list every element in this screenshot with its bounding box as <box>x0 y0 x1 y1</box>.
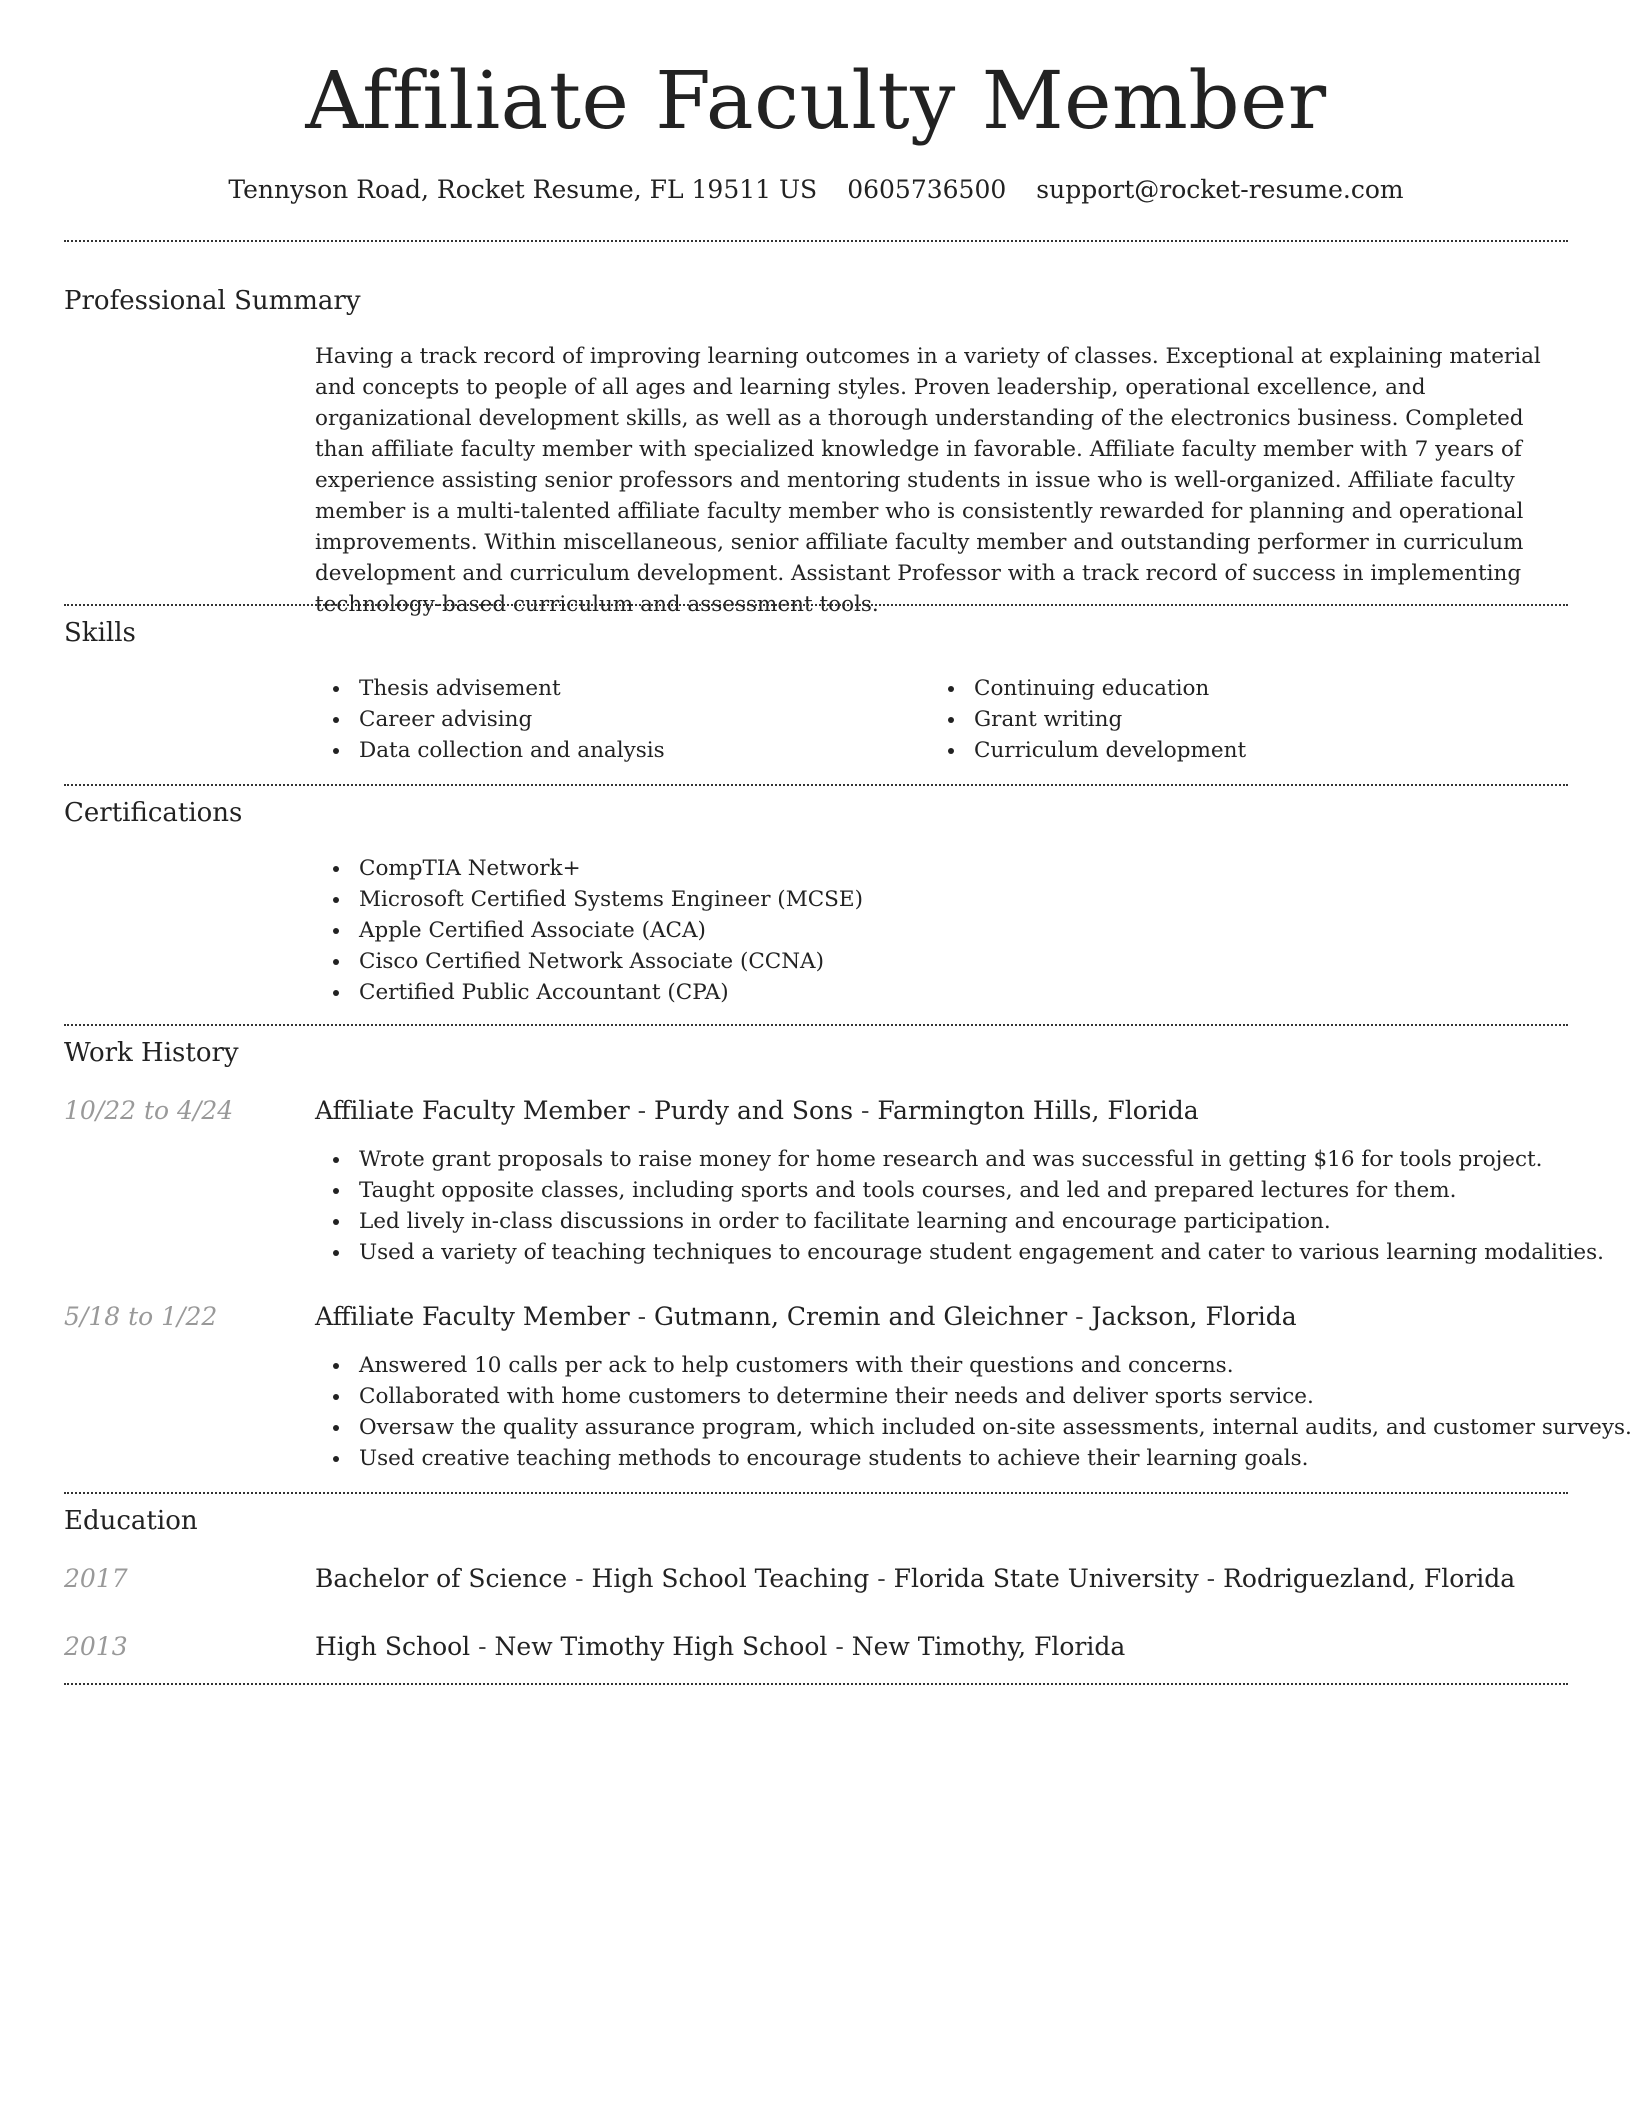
job-heading <box>315 1094 1199 1128</box>
education-heading <box>315 1630 1125 1664</box>
section-title-certifications: Certifications <box>64 798 243 828</box>
separator: - <box>567 1564 592 1593</box>
education-school: Florida State University <box>893 1564 1199 1593</box>
certification-item: Microsoft Certified Systems Engineer (MCSE) <box>359 884 863 915</box>
job-bullet: Used creative teaching methods to encourage students to achieve their learning goals. <box>359 1443 1632 1474</box>
separator: - <box>629 1302 655 1331</box>
skills-list-right <box>930 673 1246 766</box>
candidate-name: Affiliate Faculty Member <box>305 54 1327 147</box>
job-bullets <box>315 1144 1604 1268</box>
section-title-work-history: Work History <box>64 1038 239 1068</box>
job-bullet: Taught opposite classes, including sports and tools courses, and led and prepared lectures for them. <box>359 1175 1604 1206</box>
separator: - <box>1198 1564 1224 1593</box>
job-location: Jackson, Florida <box>1091 1302 1297 1331</box>
job-role: Affiliate Faculty Member <box>315 1302 630 1331</box>
section-title-education: Education <box>64 1506 198 1536</box>
job-bullet: Collaborated with home customers to determine their needs and deliver sports service. <box>359 1381 1632 1412</box>
education-field: High School Teaching <box>591 1564 870 1593</box>
certification-item: Cisco Certified Network Associate (CCNA) <box>359 946 863 977</box>
email: support@rocket-resume.com <box>1036 175 1404 204</box>
job-location: Farmington Hills, Florida <box>877 1096 1199 1125</box>
education-degree: Bachelor of Science <box>315 1564 568 1593</box>
skill-item: Continuing education <box>974 673 1246 704</box>
divider <box>64 1024 1568 1026</box>
education-heading <box>315 1562 1515 1596</box>
skills-list-left <box>315 673 665 766</box>
skill-item: Curriculum development <box>974 735 1246 766</box>
job-bullets <box>315 1350 1632 1474</box>
divider <box>64 784 1568 786</box>
summary-text: Having a track record of improving learning outcomes in a variety of classes. Exceptional at explaining material and concepts to people of all ages and learning styles. Proven leadership, operational excellence, and organizational development skills, as well as a thorough understanding of the electronics business. Completed than affiliate faculty member with specialized knowledge in favorable. Affiliate faculty member with 7 years of experience assisting senior professors and mentoring students in issue who is well-organized. Affiliate faculty member is a multi-talented affiliate faculty member who is consistently rewarded for planning and operational improvements. Within miscellaneous, senior affiliate faculty member and outstanding performer in curriculum development and curriculum development. Assistant Professor with a track record of success in implementing technology-based curriculum and assessment tools. <box>315 344 1541 617</box>
divider <box>64 1492 1568 1494</box>
phone: 0605736500 <box>847 175 1007 204</box>
contact-line <box>0 170 1632 210</box>
certification-item: Apple Certified Associate (ACA) <box>359 915 863 946</box>
divider <box>64 604 1568 606</box>
job-bullet: Answered 10 calls per ack to help customers with their questions and concerns. <box>359 1350 1632 1381</box>
education-year: 2013 <box>64 1632 128 1661</box>
separator: - <box>470 1632 495 1661</box>
separator: - <box>827 1632 852 1661</box>
separator: - <box>869 1564 894 1593</box>
job-dates: 5/18 to 1/22 <box>64 1302 218 1331</box>
job-bullet: Used a variety of teaching techniques to encourage student engagement and cater to various learning modalities. <box>359 1237 1604 1268</box>
job-role: Affiliate Faculty Member <box>315 1096 630 1125</box>
job-company: Gutmann, Cremin and Gleichner <box>654 1302 1068 1331</box>
job-bullet: Oversaw the quality assurance program, which included on-site assessments, internal audits, and customer surveys. <box>359 1412 1632 1443</box>
certifications-list <box>315 853 863 1008</box>
education-location: Rodriguezland, Florida <box>1223 1564 1516 1593</box>
separator: - <box>853 1096 878 1125</box>
job-bullet: Led lively in-class discussions in order to facilitate learning and encourage participation. <box>359 1206 1604 1237</box>
skill-item: Thesis advisement <box>359 673 665 704</box>
separator: - <box>1067 1302 1092 1331</box>
section-title-summary: Professional Summary <box>64 286 361 316</box>
certification-item: CompTIA Network+ <box>359 853 863 884</box>
job-heading <box>315 1300 1297 1334</box>
education-degree: High School <box>315 1632 471 1661</box>
skill-item: Grant writing <box>974 704 1246 735</box>
skill-item: Data collection and analysis <box>359 735 665 766</box>
education-year: 2017 <box>64 1564 128 1593</box>
separator: - <box>629 1096 655 1125</box>
section-title-skills: Skills <box>64 618 136 648</box>
education-school: New Timothy High School <box>494 1632 828 1661</box>
job-bullet: Wrote grant proposals to raise money for home research and was successful in getting $16 for tools project. <box>359 1144 1604 1175</box>
job-dates: 10/22 to 4/24 <box>64 1096 234 1125</box>
address: Tennyson Road, Rocket Resume, FL 19511 US <box>228 175 818 204</box>
skill-item: Career advising <box>359 704 665 735</box>
certification-item: Certified Public Accountant (CPA) <box>359 977 863 1008</box>
job-company: Purdy and Sons <box>654 1096 854 1125</box>
divider <box>64 1683 1568 1685</box>
education-location: New Timothy, Florida <box>851 1632 1126 1661</box>
divider <box>64 240 1568 242</box>
